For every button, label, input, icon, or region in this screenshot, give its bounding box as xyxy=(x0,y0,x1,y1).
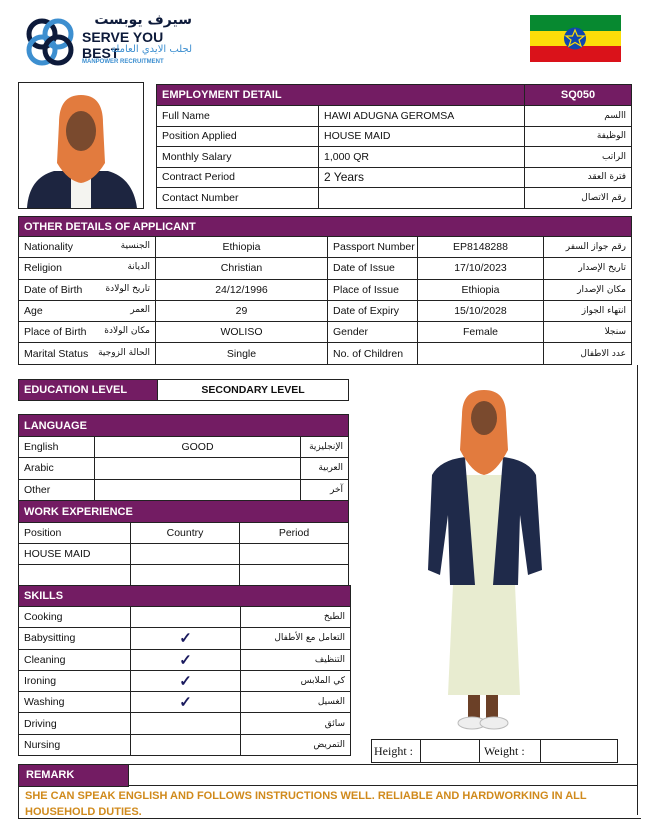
work-position xyxy=(19,565,131,586)
field-value: HOUSE MAID xyxy=(319,126,525,147)
other-details-title: OTHER DETAILS OF APPLICANT xyxy=(19,217,632,237)
work-period xyxy=(240,565,349,586)
field-value: 2 Years xyxy=(319,167,525,188)
field-value: 15/10/2028 xyxy=(418,300,544,321)
skill-name-arabic: الطبخ xyxy=(241,607,351,628)
field-label-cell xyxy=(19,237,156,258)
language-name: English xyxy=(19,437,95,458)
field-label-cell xyxy=(19,322,156,343)
employment-title: EMPLOYMENT DETAIL xyxy=(157,85,525,106)
skill-name: Cleaning xyxy=(19,649,131,670)
field-label: Marital Status xyxy=(24,347,89,360)
field-label-arabic: سنجلا xyxy=(544,322,632,343)
skill-row xyxy=(19,692,351,713)
weight-label: Weight : xyxy=(480,740,541,763)
field-label: Contract Period xyxy=(157,167,319,188)
skill-name-arabic: التمريض xyxy=(241,734,351,755)
table-row xyxy=(19,300,632,321)
weight-value xyxy=(541,740,618,763)
skill-name-arabic: كي الملابس xyxy=(241,670,351,691)
work-header-country: Country xyxy=(131,523,240,544)
education-label: EDUCATION LEVEL xyxy=(19,380,158,401)
field-value: Female xyxy=(418,322,544,343)
skill-row xyxy=(19,628,351,649)
field-label-arabic: رقم جواز السفر xyxy=(544,237,632,258)
field-label: Nationality xyxy=(24,241,74,254)
field-value: EP8148288 xyxy=(418,237,544,258)
education-table xyxy=(18,379,349,401)
ethiopia-flag-icon xyxy=(530,15,621,62)
field-label-cell xyxy=(19,258,156,279)
height-label: Height : xyxy=(372,740,421,763)
logo-tagline: MANPOWER RECRUITMENT xyxy=(82,59,164,65)
language-name-arabic: الإنجليزية xyxy=(301,437,349,458)
field-value: 17/10/2023 xyxy=(418,258,544,279)
skill-name: Nursing xyxy=(19,734,131,755)
remark-top-line xyxy=(128,764,637,765)
table-row xyxy=(19,258,632,279)
work-header-position: Position xyxy=(19,523,131,544)
remark-text: SHE CAN SPEAK ENGLISH AND FOLLOWS INSTRUCTIONS WELL. RELIABLE AND HARDWORKING IN ALL HOUSEHOLD DUTIES. xyxy=(18,786,641,819)
field-label-arabic: تاريخ الإصدار xyxy=(544,258,632,279)
skill-name-arabic: التنظيف xyxy=(241,649,351,670)
education-value: SECONDARY LEVEL xyxy=(158,380,349,401)
skill-name: Washing xyxy=(19,692,131,713)
skill-check-icon xyxy=(131,713,241,734)
skill-check-icon: ✓ xyxy=(131,692,241,713)
field-value: WOLISO xyxy=(156,322,328,343)
reference-code: SQ050 xyxy=(525,85,632,106)
work-row xyxy=(19,565,349,586)
table-row xyxy=(157,167,632,188)
skill-name: Driving xyxy=(19,713,131,734)
field-label-arabic: تاريخ الولادة xyxy=(105,283,150,294)
field-label: Religion xyxy=(24,262,62,275)
skill-name: Cooking xyxy=(19,607,131,628)
field-label: Monthly Salary xyxy=(157,147,319,168)
field-label-cell xyxy=(19,279,156,300)
skill-check-icon: ✓ xyxy=(131,628,241,649)
field-label: Place of Birth xyxy=(24,326,87,339)
language-level xyxy=(95,479,301,500)
skill-row xyxy=(19,734,351,755)
table-row xyxy=(19,279,632,300)
table-row xyxy=(19,237,632,258)
skill-row xyxy=(19,649,351,670)
height-weight-table xyxy=(371,739,618,763)
skill-check-icon xyxy=(131,734,241,755)
field-label: No. of Children xyxy=(328,343,418,364)
language-name: Arabic xyxy=(19,458,95,479)
logo-arabic-tagline: لجلب الايدي العاملة xyxy=(110,44,192,55)
field-value xyxy=(319,188,525,209)
language-name-arabic: آخر xyxy=(301,479,349,500)
work-experience-table xyxy=(18,500,349,586)
full-body-photo xyxy=(420,385,550,733)
field-label: Passport Number xyxy=(328,237,418,258)
work-country xyxy=(131,544,240,565)
employment-detail-table xyxy=(156,84,632,209)
field-value: Christian xyxy=(156,258,328,279)
field-label-arabic: انتهاء الجواز xyxy=(544,300,632,321)
work-position: HOUSE MAID xyxy=(19,544,131,565)
table-row xyxy=(19,322,632,343)
language-row xyxy=(19,458,349,479)
field-value: 24/12/1996 xyxy=(156,279,328,300)
field-label: Full Name xyxy=(157,106,319,127)
table-row xyxy=(157,147,632,168)
field-label-arabic: العمر xyxy=(130,305,150,316)
field-label: Date of Birth xyxy=(24,283,83,296)
table-row xyxy=(157,188,632,209)
remark-title: REMARK xyxy=(18,764,129,787)
table-row xyxy=(19,343,632,364)
skill-row xyxy=(19,670,351,691)
work-country xyxy=(131,565,240,586)
skill-name-arabic: الغسيل xyxy=(241,692,351,713)
skill-name-arabic: التعامل مع الأطفال xyxy=(241,628,351,649)
field-value xyxy=(418,343,544,364)
work-period xyxy=(240,544,349,565)
field-label-cell xyxy=(19,343,156,364)
field-label-arabic: مكان الإصدار xyxy=(544,279,632,300)
skill-name: Babysitting xyxy=(19,628,131,649)
logo-knot-icon xyxy=(22,16,78,68)
language-row xyxy=(19,479,349,500)
language-row xyxy=(19,437,349,458)
field-label-arabic: الديانة xyxy=(127,262,150,273)
headshot-photo xyxy=(18,82,144,209)
field-label-arabic: الراتب xyxy=(525,147,632,168)
skill-row xyxy=(19,713,351,734)
work-row xyxy=(19,544,349,565)
field-label: Contact Number xyxy=(157,188,319,209)
field-label: Position Applied xyxy=(157,126,319,147)
table-row xyxy=(157,106,632,127)
language-name-arabic: العربية xyxy=(301,458,349,479)
field-value: Ethiopia xyxy=(156,237,328,258)
other-details-table xyxy=(18,216,632,365)
company-logo xyxy=(22,14,202,70)
skill-row xyxy=(19,607,351,628)
field-label-arabic: الوظيفة xyxy=(525,126,632,147)
field-label: Date of Expiry xyxy=(328,300,418,321)
field-label: Place of Issue xyxy=(328,279,418,300)
language-level: GOOD xyxy=(95,437,301,458)
skill-name-arabic: سائق xyxy=(241,713,351,734)
language-title: LANGUAGE xyxy=(19,415,349,437)
field-label-arabic: عدد الاطفال xyxy=(544,343,632,364)
field-label-arabic: فترة العقد xyxy=(525,167,632,188)
skill-name: Ironing xyxy=(19,670,131,691)
field-value: Ethiopia xyxy=(418,279,544,300)
skills-title: SKILLS xyxy=(19,586,351,607)
field-label-arabic: الحالة الزوجية xyxy=(98,347,150,358)
field-label-arabic: مكان الولادة xyxy=(104,326,150,337)
right-border-line xyxy=(637,365,638,815)
field-label-arabic: الجنسية xyxy=(120,241,150,252)
skill-check-icon: ✓ xyxy=(131,649,241,670)
skills-table xyxy=(18,585,351,756)
skill-check-icon xyxy=(131,607,241,628)
field-label: Gender xyxy=(328,322,418,343)
logo-arabic-name: سيرف يوبست xyxy=(94,12,192,28)
height-value xyxy=(421,740,480,763)
field-value: Single xyxy=(156,343,328,364)
skill-check-icon: ✓ xyxy=(131,670,241,691)
language-name: Other xyxy=(19,479,95,500)
work-title: WORK EXPERIENCE xyxy=(19,501,349,523)
work-header-period: Period xyxy=(240,523,349,544)
field-label-arabic: رقم الاتصال xyxy=(525,188,632,209)
language-level xyxy=(95,458,301,479)
field-label: Age xyxy=(24,305,43,318)
field-label-cell xyxy=(19,300,156,321)
field-label-arabic: االسم xyxy=(525,106,632,127)
logo-name: SERVE YOU BEST xyxy=(82,29,164,61)
table-row xyxy=(157,126,632,147)
field-label: Date of Issue xyxy=(328,258,418,279)
language-table xyxy=(18,414,349,501)
field-value: 1,000 QR xyxy=(319,147,525,168)
field-value: HAWI ADUGNA GEROMSA xyxy=(319,106,525,127)
field-value: 29 xyxy=(156,300,328,321)
